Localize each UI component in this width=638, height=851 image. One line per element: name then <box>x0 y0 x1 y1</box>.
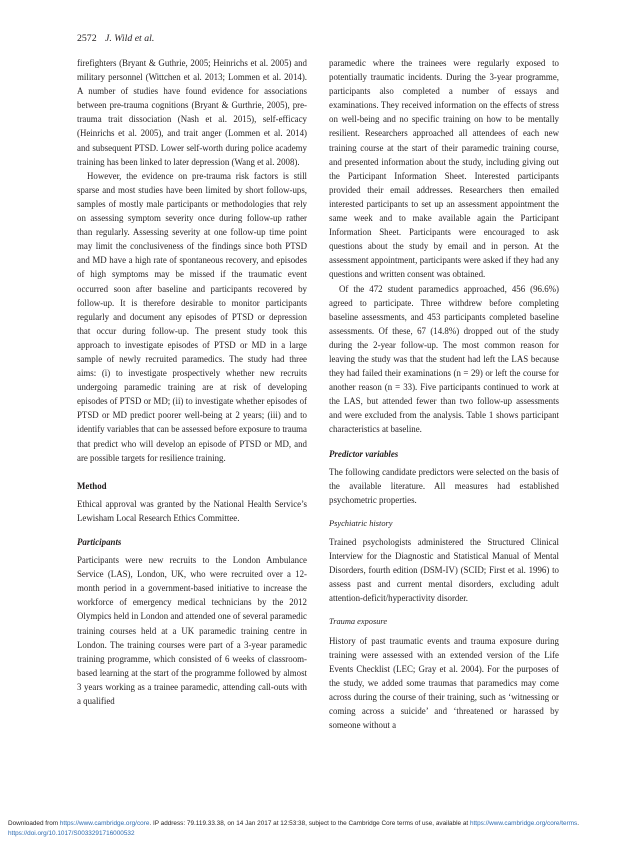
participants-paragraph: Participants were new recruits to the London Ambulance Service (LAS), London, UK, who were recruited over a 12-month period in a government-based initiative to increase the workforce of emergency medical technicians by the 2012 Olympics held in London and attended one of several paramedic training courses held at a UK paramedic training centre in London. The training courses were part of a 3-year paramedic training programme, which consisted of 6 weeks of classroom-based learning at the start of the programme followed by almost 3 years working as a trainee paramedic, attending call-outs with a qualified <box>77 555 307 707</box>
subsection-heading-participants: Participants <box>77 537 122 547</box>
running-author: J. Wild et al. <box>105 33 155 44</box>
doi-link[interactable]: https://doi.org/10.1017/S0033291716000532 <box>8 830 135 837</box>
page-number: 2572 <box>77 33 97 44</box>
psychiatric-history-paragraph: Trained psychologists administered the Structured Clinical Interview for the Diagnostic and Statistical Manual of Mental Disorders, fourth edition (DSM-IV) (SCID; First et al. 1996) to assess past and current mental disorders, excluding adult attention-deficit/hyperactivity disorder. <box>329 537 559 604</box>
section-heading-method: Method <box>77 480 107 491</box>
method-paragraph: Ethical approval was granted by the National Health Service’s Lewisham Local Research Ethics Committee. <box>77 498 307 523</box>
participants-paragraph-2: Of the 472 student paramedics approached, 456 (96.6%) agreed to participate. Three withdrew before completing baseline assessments, and 453 participants completed baseline assessments. Of these, 67 (14.8%) dropped out of the study during the 2-year follow-up. The most common reason for leaving the study was that the student had left the LAS because they had failed their examinations (n = 29) or left the course for another reason (n = 33). Five participants continued to work at the LAS, but attended fewer than two follow-up assessments and were excluded from the analysis. Table 1 shows participant characteristics at baseline. <box>329 283 559 435</box>
footer-text-a: Downloaded from <box>8 820 60 827</box>
subsection-heading-predictors: Predictor variables <box>329 448 399 459</box>
right-column <box>329 56 559 732</box>
footer-text-c: . <box>577 820 580 827</box>
terms-link[interactable]: https://www.cambridge.org/core/terms <box>469 820 578 827</box>
download-footer <box>8 819 632 839</box>
intro-paragraph-2: However, the evidence on pre-trauma risk factors is still sparse and most studies have been limited by short follow-ups, samples of mostly male participants or methodologies that rely on assessing symptom severity once during follow-up rather than regularly. Assessing severity at one follow-up time point may limit the conclusiveness of the findings since both PTSD and MD have a high rate of spontaneous recovery, and episodes of high symptoms may be missed if the traumatic event occurred soon after baseline and participants recovered by follow-up. It is therefore desirable to monitor participants regularly and document any episodes of PTSD or depression that occur during follow-up. The present study took this approach to investigate episodes of PTSD or MD in a large sample of newly recruited paramedics. The study had three aims: (i) to investigate prospectively whether new recruits undergoing paramedic training are at risk of developing episodes of PTSD or MD; (ii) to investigate whether episodes of PTSD or MD predict poorer well-being at 2 years; (iii) and to identify variables that can be assessed before exposure to trauma that predict who will develop an episode of PTSD or MD, and are possible targets for resilience training. <box>77 170 307 463</box>
footer-line-2 <box>8 829 632 839</box>
trauma-exposure-paragraph: History of past traumatic events and trauma exposure during training were assessed with an extended version of the Life Events Checklist (LEC; Gray et al. 2004). For the purposes of the study, we added some traumas that paramedics may come across during the course of their training, such as ‘witnessing or coming across a suicide’ and ‘threatened or harassed by someone without a <box>329 635 559 731</box>
intro-paragraph-1: firefighters (Bryant & Guthrie, 2005; Heinrichs et al. 2005) and military personnel (Wittchen et al. 2013; Lommen et al. 2014). A number of studies have found evidence for associations between pre-trauma cognitions (Bryant & Gurthrie, 2005), pre-trauma trait dissociation (Nash et al. 2015), self-efficacy (Heinrichs et al. 2005), and trait anger (Lommen et al. 2014) and subsequent PTSD. Lower self-worth during police academy training has been linked to later depression (Wang et al. 2008). <box>77 58 307 167</box>
subheading-psychiatric-history: Psychiatric history <box>329 518 393 528</box>
footer-text-b: . IP address: 79.119.33.38, on 14 Jan 2017 at 12:53:38, subject to the Cambridge Core terms of use, available at <box>149 820 470 827</box>
subheading-trauma-exposure: Trauma exposure <box>329 617 388 627</box>
running-header <box>77 33 154 44</box>
cambridge-core-link[interactable]: https://www.cambridge.org/core <box>59 820 150 827</box>
left-column <box>77 56 307 708</box>
footer-line-1 <box>8 819 632 829</box>
predictor-paragraph: The following candidate predictors were selected on the basis of the available literature. All measures had established psychometric properties. <box>329 466 559 505</box>
participants-paragraph-cont: paramedic where the trainees were regularly exposed to potentially traumatic incidents. During the 3-year programme, participants also completed a number of essays and examinations. They received information on the effects of stress on well-being and no specific training on how to be mentally resilient. Researchers approached all attendees of each new training course at the start of their paramedic training course, and presented information about the study, including giving out the Participant Information Sheet. Interested participants provided their email addresses. Researchers then emailed interested participants to set up an assessment appointment the same week and to make available again the Participant Information Sheet. Participants were encouraged to ask questions about the study by email and in person. At the assessment appointment, participants were asked if they had any questions and written consent was obtained. <box>329 58 559 280</box>
